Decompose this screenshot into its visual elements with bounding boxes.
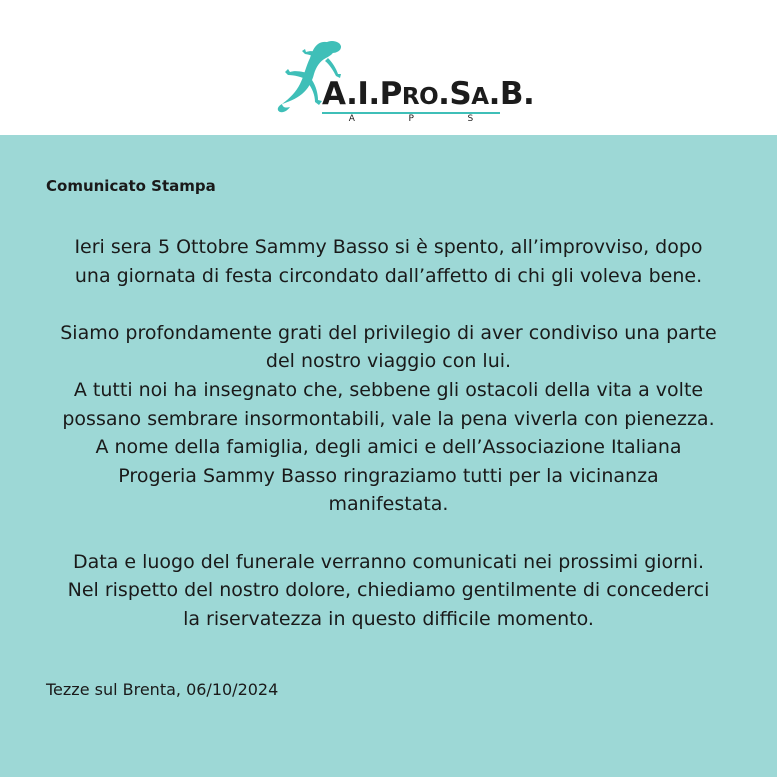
paragraph-line: Progeria Sammy Basso ringraziamo tutti per la vicinanza xyxy=(118,464,659,487)
header xyxy=(0,0,777,135)
page-title: Comunicato Stampa xyxy=(46,177,216,195)
paragraph-line: una giornata di festa circondato dall’affetto di chi gli voleva bene. xyxy=(74,264,703,287)
logo-subtitle: A P S xyxy=(348,114,474,124)
paragraph-line: la riservatezza in questo difficile momento. xyxy=(183,607,594,630)
press-release-body xyxy=(0,135,777,777)
paragraph-line: Data e luogo del funerale verranno comunicati nei prossimi giorni. xyxy=(72,550,705,573)
logo-wordmark: A.I.PRO.SA.B. xyxy=(322,76,535,112)
paragraph-line: manifestata. xyxy=(328,493,449,516)
date-location: Tezze sul Brenta, 06/10/2024 xyxy=(46,680,279,699)
paragraph-line: Ieri sera 5 Ottobre Sammy Basso si è spento, all’improvviso, dopo xyxy=(74,236,703,258)
aiprosab-logo xyxy=(272,34,535,126)
paragraph-line: Nel rispetto del nostro dolore, chiediamo gentilmente di concederci xyxy=(67,579,710,602)
paragraph-line: possano sembrare insormontabili, vale la pena viverla con pienezza. xyxy=(62,407,715,430)
paragraph-line: Siamo profondamente grati del privilegio di aver condiviso una parte xyxy=(60,321,717,344)
press-release-text xyxy=(30,233,747,633)
paragraph-line: A nome della famiglia, degli amici e dell’Associazione Italiana xyxy=(95,436,682,459)
paragraph-line: del nostro viaggio con lui. xyxy=(265,350,512,373)
paragraph-line: A tutti noi ha insegnato che, sebbene gli ostacoli della vita a volte xyxy=(73,378,704,401)
